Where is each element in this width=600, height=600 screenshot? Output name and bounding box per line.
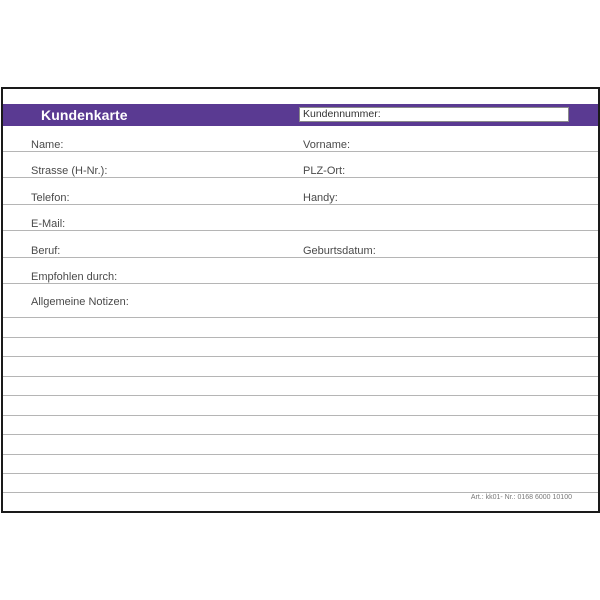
email-label: E-Mail:: [31, 218, 66, 230]
article-number: Art.: kk01- Nr.: 0168 6000 10100: [470, 494, 572, 501]
telefon-label: Telefon:: [31, 192, 70, 204]
beruf-label: Beruf:: [31, 245, 61, 257]
beruf-line: [3, 257, 598, 258]
strasse-line: [3, 177, 598, 178]
notes-line: [3, 395, 598, 396]
plz-ort-label: PLZ-Ort:: [303, 165, 346, 177]
handy-label: Handy:: [303, 192, 338, 204]
name-line: [3, 151, 598, 152]
card-title: Kundenkarte: [41, 107, 128, 123]
email-line: [3, 230, 598, 231]
notes-line: [3, 317, 598, 318]
strasse-label: Strasse (H-Nr.):: [31, 165, 108, 177]
notes-line: [3, 415, 598, 416]
empfohlen-line: [3, 283, 598, 284]
telefon-line: [3, 204, 598, 205]
geburtsdatum-label: Geburtsdatum:: [303, 245, 376, 257]
notes-line: [3, 473, 598, 474]
notes-line: [3, 454, 598, 455]
notes-line: [3, 356, 598, 357]
name-label: Name:: [31, 139, 64, 151]
notes-line: [3, 337, 598, 338]
card-header-bar: [3, 104, 598, 126]
customer-number-label: Kundennummer:: [303, 108, 381, 120]
notes-line: [3, 376, 598, 377]
empfohlen-label: Empfohlen durch:: [31, 271, 118, 283]
vorname-label: Vorname:: [303, 139, 351, 151]
customer-number-field[interactable]: [299, 107, 569, 122]
customer-card: [1, 87, 600, 513]
notizen-label: Allgemeine Notizen:: [31, 296, 129, 308]
notes-line: [3, 434, 598, 435]
